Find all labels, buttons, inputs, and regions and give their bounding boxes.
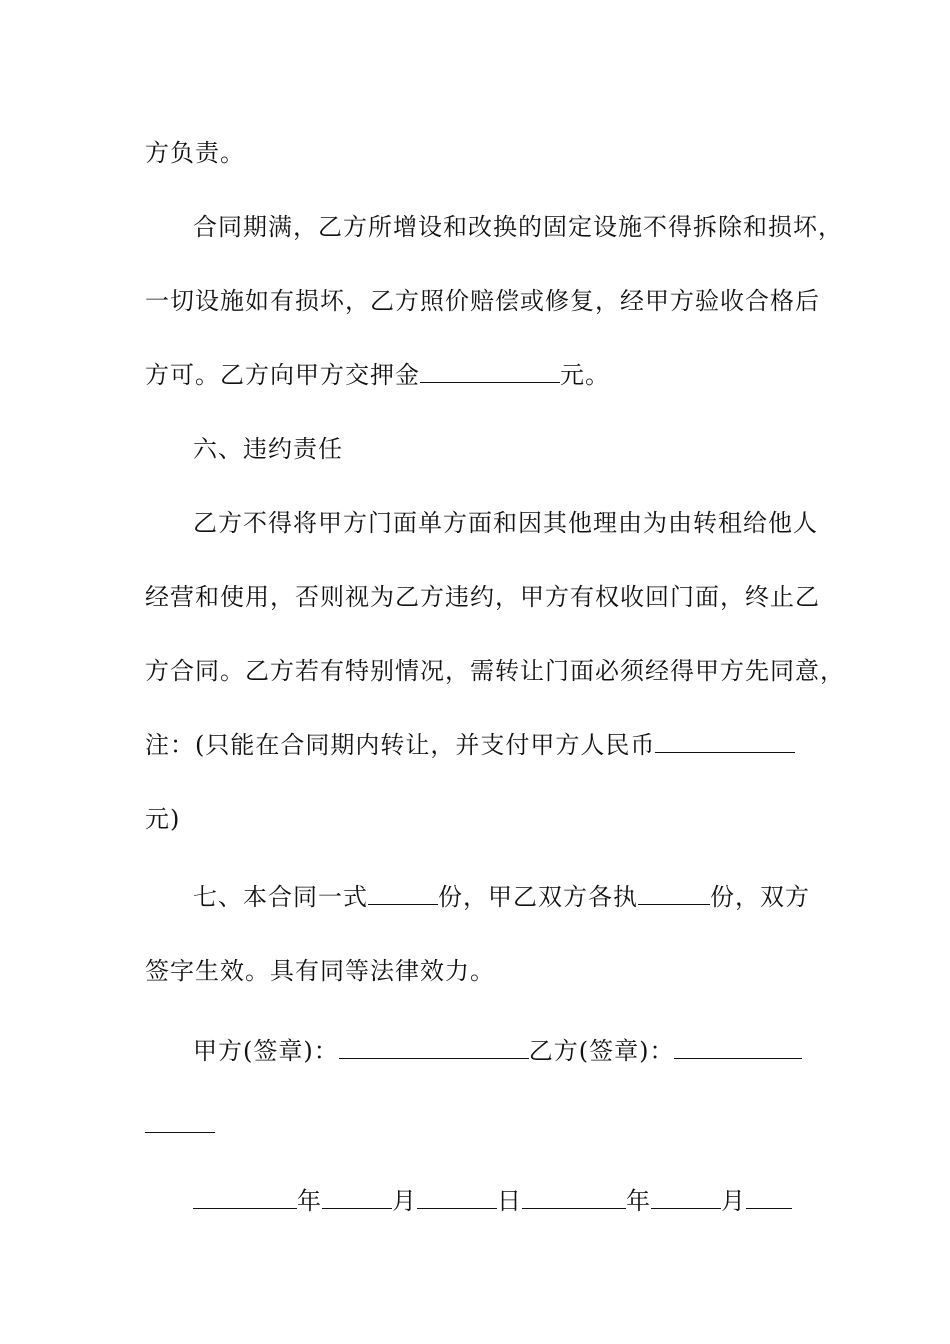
section-heading	[193, 433, 343, 465]
paragraph-line	[145, 137, 245, 169]
party-b-signature-label: 乙方(签章)：	[528, 1037, 675, 1065]
deposit-amount-blank	[420, 360, 560, 383]
copies-each-blank	[638, 882, 710, 905]
text-run: 七、本合同一式	[193, 883, 368, 911]
paragraph-line	[193, 507, 818, 539]
paragraph-line	[193, 881, 810, 913]
party-a-day-blank	[417, 1186, 497, 1209]
paragraph-line	[145, 955, 495, 987]
party-b-month-blank	[651, 1186, 721, 1209]
signature-line	[193, 1035, 802, 1067]
party-b-day-blank	[746, 1186, 792, 1209]
text-run: 签字生效。具有同等法律效力。	[145, 957, 495, 985]
text-run: 方合同。乙方若有特别情况，需转让门面必须经得甲方先同意，	[145, 657, 845, 685]
paragraph-line	[145, 581, 820, 613]
month-label: 月	[721, 1187, 746, 1215]
party-b-signature-blank-continued	[145, 1110, 215, 1133]
paragraph-line	[145, 803, 180, 835]
heading-text: 六、违约责任	[193, 435, 343, 463]
party-b-signature-blank	[674, 1036, 802, 1059]
paragraph-line	[145, 729, 795, 761]
paragraph-line	[145, 359, 610, 391]
paragraph-line	[193, 211, 843, 243]
copies-total-blank	[368, 882, 438, 905]
day-label: 日	[497, 1187, 522, 1215]
party-b-year-blank	[522, 1186, 626, 1209]
party-a-month-blank	[322, 1186, 392, 1209]
party-a-signature-label: 甲方(签章)：	[193, 1037, 339, 1065]
text-run: 注：(只能在合同期内转让，并支付甲方人民币	[145, 731, 656, 759]
party-a-signature-blank	[339, 1036, 529, 1059]
signature-line-continued	[145, 1109, 215, 1141]
text-run: 方负责。	[145, 139, 245, 167]
party-a-year-blank	[193, 1186, 297, 1209]
text-run: 乙方不得将甲方门面单方面和因其他理由为由转租给他人	[193, 509, 818, 537]
year-label: 年	[626, 1187, 651, 1215]
paragraph-line	[145, 285, 820, 317]
paragraph-line	[145, 655, 845, 687]
text-run: 经营和使用，否则视为乙方违约，甲方有权收回门面，终止乙	[145, 583, 820, 611]
text-run: 合同期满，乙方所增设和改换的固定设施不得拆除和损坏，	[193, 213, 843, 241]
date-line	[193, 1185, 792, 1217]
text-run: 方可。乙方向甲方交押金	[145, 361, 420, 389]
text-run: 份，双方	[710, 883, 810, 911]
text-run: 一切设施如有损坏，乙方照价赔偿或修复，经甲方验收合格后	[145, 287, 820, 315]
text-run: 份，甲乙双方各执	[438, 883, 638, 911]
month-label: 月	[392, 1187, 417, 1215]
year-label: 年	[297, 1187, 322, 1215]
text-run: 元)	[145, 805, 181, 833]
text-run: 元。	[560, 361, 610, 389]
transfer-fee-blank	[655, 730, 795, 753]
